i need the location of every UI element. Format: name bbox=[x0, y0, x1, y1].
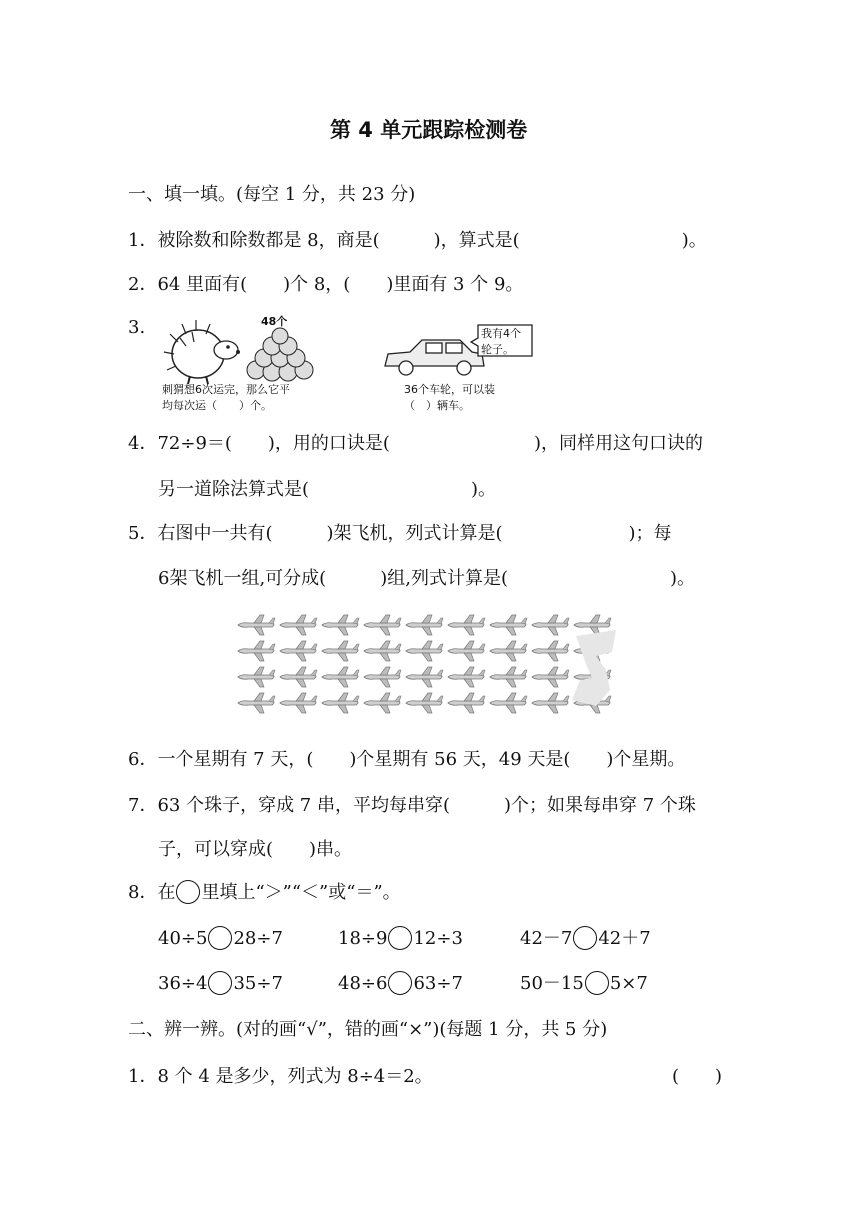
watermark-shape bbox=[566, 630, 622, 708]
compare-left: 48÷6 bbox=[338, 973, 388, 994]
airplane-icon bbox=[530, 692, 570, 714]
question-8-instruction bbox=[128, 880, 401, 905]
question-6: 6．一个星期有 7 天，( )个星期有 56 天，49 天是( )个星期。 bbox=[128, 749, 686, 770]
airplane-icon bbox=[362, 692, 402, 714]
hedgehog-apples-illustration bbox=[160, 312, 350, 386]
airplane-icon bbox=[236, 692, 276, 714]
airplane-icon bbox=[362, 614, 402, 636]
airplane-icon bbox=[530, 640, 570, 662]
compare-right: 28÷7 bbox=[233, 928, 283, 949]
airplane-icon bbox=[530, 666, 570, 688]
answer-circle[interactable] bbox=[388, 971, 412, 995]
compare-item bbox=[338, 971, 463, 996]
section-2-question-1: 1．8 个 4 是多少，列式为 8÷4＝2。 bbox=[128, 1066, 433, 1087]
question-8-prefix: 8．在 bbox=[128, 882, 176, 903]
bubble-text-line1: 我有4个 bbox=[481, 327, 521, 340]
hedgehog-caption-line1: 刺猬想6次运完，那么它平 bbox=[162, 383, 290, 396]
compare-left: 36÷4 bbox=[158, 973, 208, 994]
compare-right: 35÷7 bbox=[233, 973, 283, 994]
question-5-line2: 6架飞机一组,可分成( )组,列式计算是( )。 bbox=[158, 568, 695, 589]
answer-circle[interactable] bbox=[585, 971, 609, 995]
compare-left: 50－15 bbox=[520, 973, 584, 994]
answer-circle[interactable] bbox=[573, 926, 597, 950]
question-4-line2: 另一道除法算式是( )。 bbox=[158, 479, 497, 500]
airplane-icon bbox=[278, 640, 318, 662]
airplane-icon bbox=[404, 666, 444, 688]
compare-item bbox=[338, 926, 463, 951]
question-7-line2: 子，可以穿成( )串。 bbox=[158, 839, 353, 860]
answer-parentheses[interactable]: ( ) bbox=[672, 1066, 723, 1087]
airplane-icon bbox=[320, 666, 360, 688]
question-2: 2．64 里面有( )个 8，( )里面有 3 个 9。 bbox=[128, 274, 524, 295]
airplane-icon bbox=[488, 666, 528, 688]
compare-item bbox=[158, 926, 283, 951]
question-4-line1: 4．72÷9＝( )，用的口诀是( )，同样用这句口诀的 bbox=[128, 433, 703, 454]
airplane-icon bbox=[236, 666, 276, 688]
airplane-icon bbox=[278, 666, 318, 688]
compare-left: 42－7 bbox=[520, 928, 573, 949]
hedgehog-icon bbox=[164, 320, 240, 384]
airplane-icon bbox=[446, 666, 486, 688]
question-1: 1．被除数和除数都是 8，商是( )，算式是( )。 bbox=[128, 230, 707, 251]
airplane-icon bbox=[404, 614, 444, 636]
airplane-icon bbox=[488, 640, 528, 662]
question-8-suffix: 里填上“＞”“＜”或“＝”。 bbox=[201, 882, 401, 903]
airplane-icon bbox=[404, 640, 444, 662]
page-title: 第 4 单元跟踪检测卷 bbox=[330, 118, 528, 142]
airplane-icon bbox=[404, 692, 444, 714]
airplane-icon bbox=[488, 692, 528, 714]
airplane-icon bbox=[446, 614, 486, 636]
question-3-number: 3. bbox=[128, 317, 146, 338]
airplane-icon bbox=[446, 640, 486, 662]
airplane-icon bbox=[320, 640, 360, 662]
airplane-grid bbox=[236, 614, 616, 720]
airplane-icon bbox=[446, 692, 486, 714]
airplane-icon bbox=[362, 666, 402, 688]
car-caption-line1: 36个车轮，可以装 bbox=[404, 383, 495, 396]
compare-circle-icon bbox=[176, 880, 200, 904]
compare-item bbox=[520, 971, 648, 996]
compare-item bbox=[158, 971, 283, 996]
apple-count-label: 48个 bbox=[261, 315, 288, 328]
airplane-icon bbox=[320, 692, 360, 714]
section-2-heading: 二、辨一辨。(对的画“√”，错的画“×”)(每题 1 分，共 5 分) bbox=[128, 1019, 608, 1040]
car-caption-line2: （ ）辆车。 bbox=[404, 399, 470, 412]
answer-circle[interactable] bbox=[208, 971, 232, 995]
compare-left: 18÷9 bbox=[338, 928, 388, 949]
airplane-icon bbox=[278, 614, 318, 636]
answer-circle[interactable] bbox=[208, 926, 232, 950]
compare-right: 63÷7 bbox=[413, 973, 463, 994]
airplane-icon bbox=[278, 692, 318, 714]
airplane-icon bbox=[236, 614, 276, 636]
compare-right: 12÷3 bbox=[413, 928, 463, 949]
answer-circle[interactable] bbox=[388, 926, 412, 950]
compare-right: 42＋7 bbox=[598, 928, 651, 949]
question-5-line1: 5．右图中一共有( )架飞机，列式计算是( )；每 bbox=[128, 523, 672, 544]
airplane-icon bbox=[488, 614, 528, 636]
airplane-icon bbox=[236, 640, 276, 662]
apple-pile-icon bbox=[247, 328, 313, 381]
airplane-icon bbox=[320, 614, 360, 636]
compare-right: 5×7 bbox=[609, 973, 648, 994]
compare-item bbox=[520, 926, 651, 951]
compare-left: 40÷5 bbox=[158, 928, 208, 949]
hedgehog-caption-line2: 均每次运（ ）个。 bbox=[162, 399, 272, 412]
airplane-icon bbox=[362, 640, 402, 662]
question-7-line1: 7．63 个珠子，穿成 7 串，平均每串穿( )个；如果每串穿 7 个珠 bbox=[128, 795, 696, 816]
section-1-heading: 一、填一填。(每空 1 分，共 23 分) bbox=[128, 184, 416, 205]
bubble-text-line2: 轮子。 bbox=[481, 343, 514, 356]
airplane-icon bbox=[530, 614, 570, 636]
